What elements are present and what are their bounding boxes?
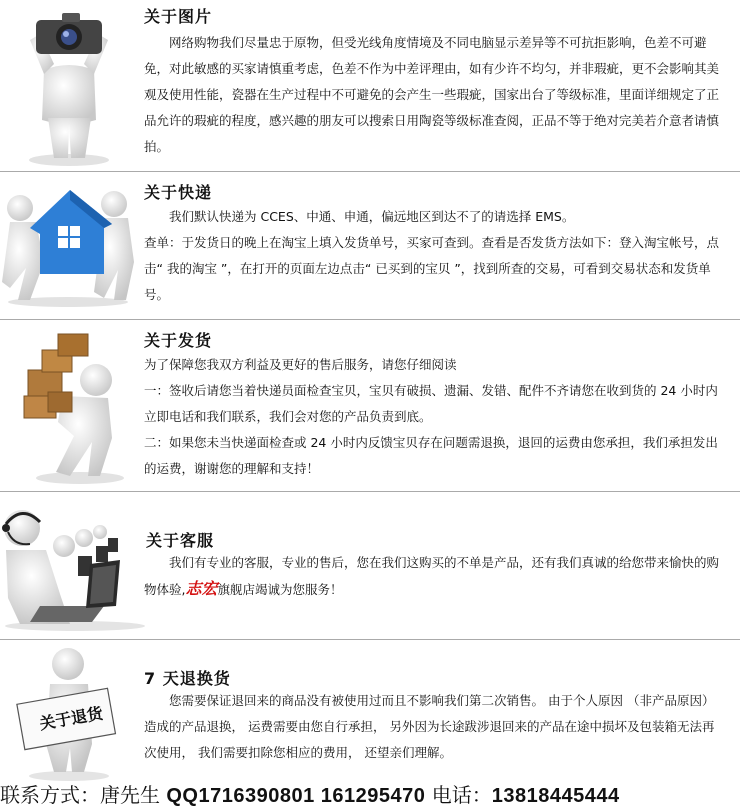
section-about-service — [0, 492, 740, 638]
section-body — [144, 352, 722, 482]
section-about-shipping — [0, 320, 740, 490]
section-about-images — [0, 0, 740, 170]
paragraph: 查单：于发货日的晚上在淘宝上填入发货单号，买家可查到。查看是否发货方法如下：登入淘宝帐号，点击“ 我的淘宝 ”，在打开的页面左边点击“ 已买到的宝贝 ”，找到所查的交易，可看到交易状态和发货单号。 — [144, 235, 720, 302]
section-title: 关于客服 — [146, 531, 215, 550]
contact-qq: QQ1716390801 161295470 — [166, 785, 426, 807]
contact-label: 联系方式：唐先生 — [0, 783, 160, 807]
paragraph — [144, 550, 722, 603]
figure-call-center-illustration — [0, 498, 150, 632]
section-title: 关于图片 — [144, 7, 213, 26]
figure-house-carriers-illustration — [0, 178, 136, 308]
section-title: 关于快递 — [144, 183, 213, 202]
brand-name: 志宏 — [185, 579, 218, 598]
paragraph: 为了保障您我双方利益及更好的售后服务，请您仔细阅读 — [144, 357, 457, 372]
contact-phone: 13818445444 — [491, 785, 620, 807]
section-seven-day-return — [0, 640, 740, 782]
section-title: 7 天退换货 — [144, 669, 231, 688]
phone-label: 电话： — [431, 783, 492, 807]
paragraph: 网络购物我们尽量忠于原物，但受光线角度情境及不同电脑显示差异等不可抗拒影响，色差不可避免，对此敏感的买家请慎重考虑，色差不作为中差评理由，如有少许不均匀，并非瑕疵，更不会影响其美观及使用性能，瓷器在生产过程中不可避免的会产生一些瑕疵，国家出台了等级标准，里面详细规定了正品允许的瑕疵的程度，感兴趣的朋友可以搜索日用陶瓷等级标准查阅，正品不等于绝对完美若介意者请慎拍。 — [144, 35, 720, 154]
section-body — [144, 204, 722, 308]
paragraph: 二：如果您未当快递面检查或 24 小时内反馈宝贝存在问题需退换，退回的运费由您承担，我们承担发出的运费，谢谢您的理解和支持！ — [144, 435, 718, 476]
section-body — [144, 688, 722, 766]
section-title: 关于发货 — [144, 331, 213, 350]
section-about-delivery — [0, 172, 740, 318]
section-body — [144, 30, 722, 160]
figure-box-carrier-illustration — [22, 326, 132, 486]
figure-camera-illustration — [14, 0, 124, 168]
paragraph-text: 旗舰店竭诚为您服务！ — [217, 582, 343, 597]
paragraph-text: 我们有专业的客服，专业的售后，您在我们这购买的不单是产品，还有我们真诚的给您带来愉快的购物体验, — [144, 555, 720, 597]
sign-label: 关于退货 — [37, 703, 105, 734]
section-body — [144, 550, 722, 603]
paragraph: 我们默认快递为 CCES、中通、申通，偏远地区到达不了的请选择 EMS。 — [169, 209, 575, 224]
paragraph: 一：签收后请您当着快递员面检查宝贝，宝贝有破损、遗漏、发错、配件不齐请您在收到货的 24 小时内立即电话和我们联系，我们会对您的产品负责到底。 — [144, 383, 718, 424]
figure-return-sign-illustration — [14, 644, 124, 782]
paragraph: 您需要保证退回来的商品没有被使用过而且不影响我们第二次销售。 由于个人原因 （非产品原因） 造成的产品退换， 运费需要由您自行承担， 另外因为长途跋涉退回来的产品在途中损坏及包装箱无法再次使用， 我们需要扣除您相应的费用， 还望亲们理解。 — [144, 693, 715, 760]
contact-footer — [0, 782, 740, 808]
